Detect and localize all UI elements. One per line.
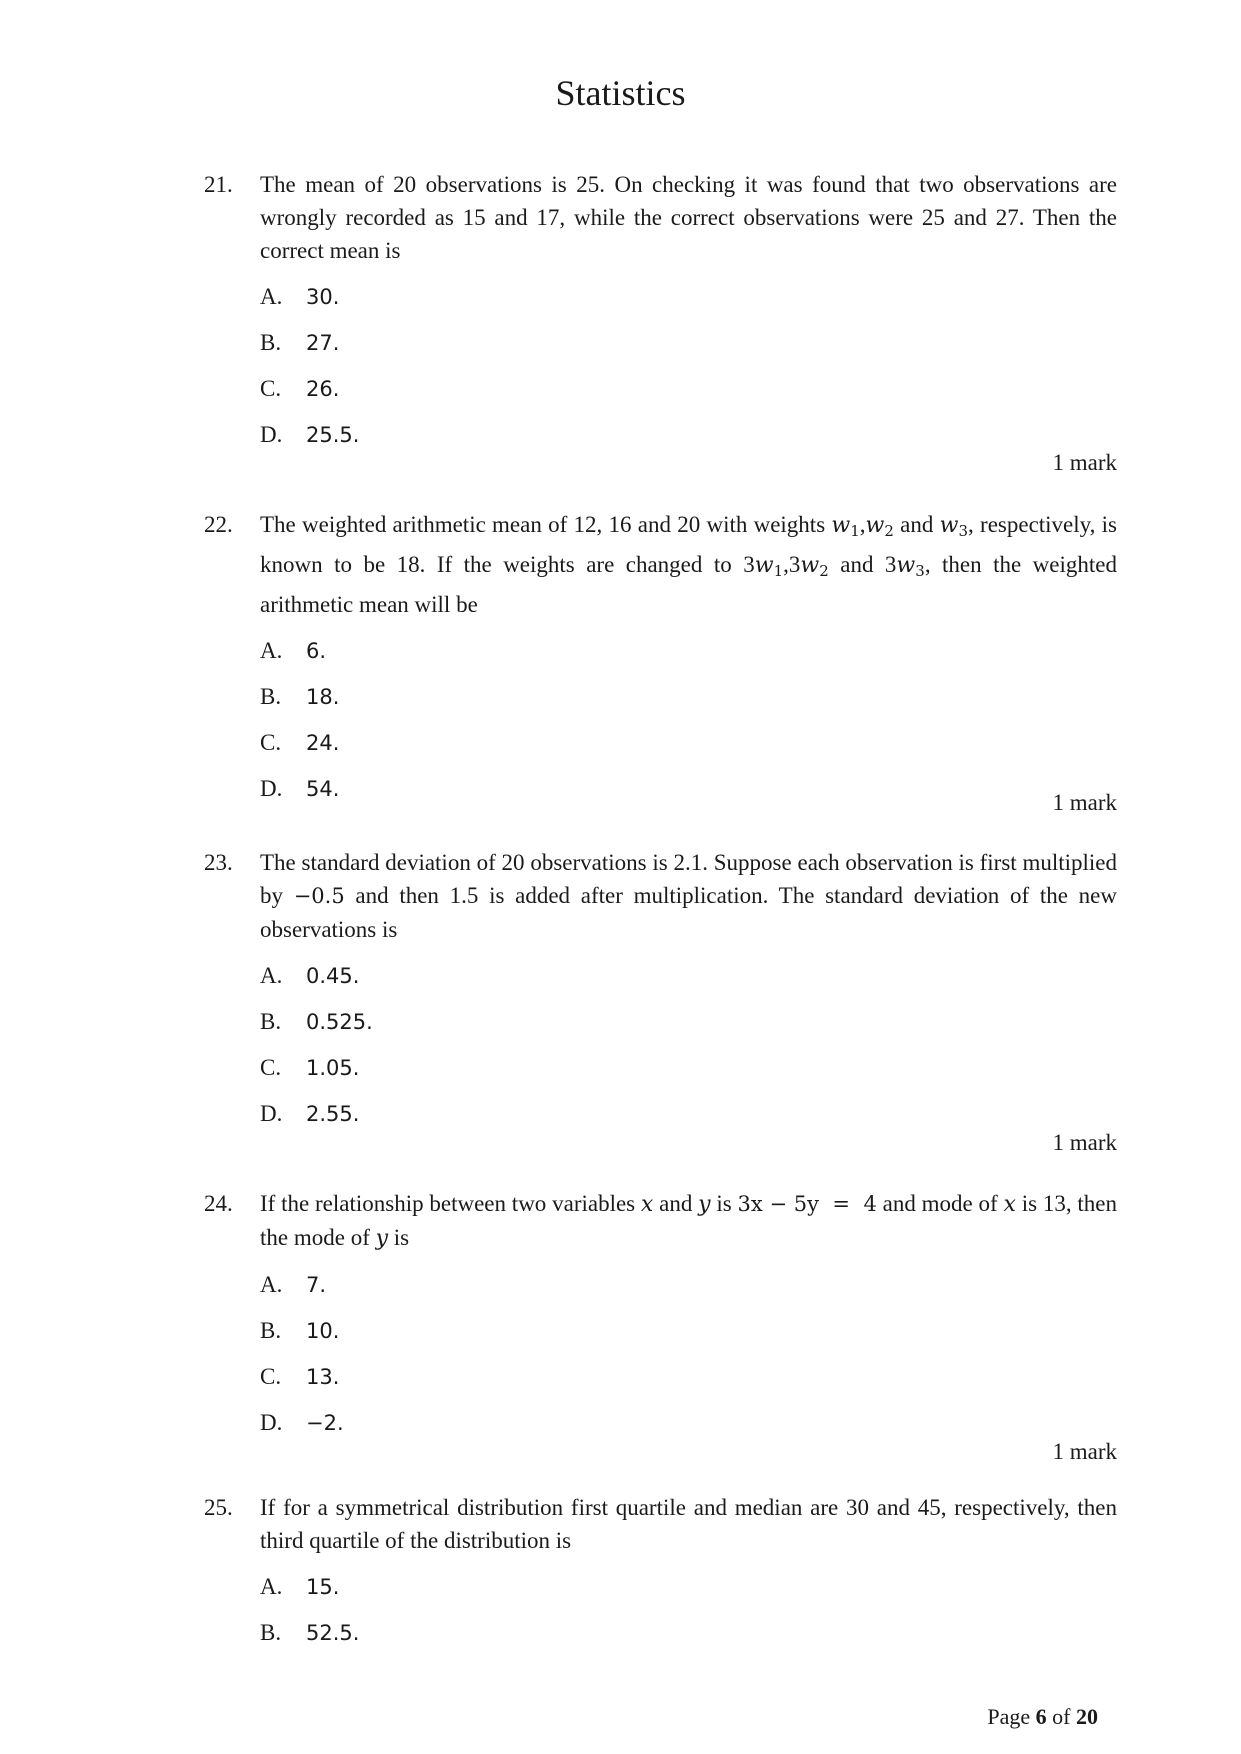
- option-letter: D.: [260, 776, 283, 801]
- option-letter: C.: [260, 1055, 282, 1080]
- option-a[interactable]: [260, 634, 1117, 680]
- option-list: [260, 634, 1117, 818]
- option-b[interactable]: [260, 1005, 1117, 1051]
- option-value: 26.: [306, 377, 340, 401]
- question-number: 23.: [204, 850, 233, 875]
- option-list: [260, 1268, 1117, 1452]
- option-d[interactable]: [260, 418, 1117, 464]
- option-list: [260, 280, 1117, 464]
- option-letter: D.: [260, 1101, 283, 1126]
- option-b[interactable]: [260, 1314, 1117, 1360]
- page-title: Statistics: [555, 73, 686, 113]
- question-21: [204, 168, 1117, 475]
- question-text: The standard deviation of 20 observations is 2.1. Suppose each observation is first multiplied by −0.5 and then 1.5 is added after multiplication. The standard deviation of the new observations is: [260, 850, 1117, 942]
- option-b[interactable]: [260, 680, 1117, 726]
- option-letter: D.: [260, 422, 283, 447]
- option-list: [260, 1570, 1117, 1662]
- math-expression: −0.5: [293, 884, 345, 908]
- marks-label: 1 mark: [1052, 1439, 1117, 1464]
- option-value: 2.55.: [306, 1102, 360, 1126]
- question-24: [204, 1187, 1117, 1464]
- option-a[interactable]: [260, 959, 1117, 1005]
- option-letter: A.: [260, 1272, 283, 1297]
- option-value: 6.: [306, 639, 327, 663]
- option-a[interactable]: [260, 1268, 1117, 1314]
- option-letter: A.: [260, 963, 283, 988]
- option-value: 54.: [306, 777, 340, 801]
- option-value: 24.: [306, 731, 340, 755]
- question-text: If the relationship between two variables x and y is 3x − 5y = 4 and mode of x is 13, then the mode of y is: [260, 1191, 1117, 1251]
- option-c[interactable]: [260, 1051, 1117, 1097]
- option-letter: A.: [260, 284, 283, 309]
- option-letter: C.: [260, 730, 282, 755]
- option-value: 0.45.: [306, 964, 360, 988]
- option-value: 25.5.: [306, 423, 360, 447]
- footer-prefix: Page: [987, 1704, 1031, 1729]
- option-letter: B.: [260, 1009, 282, 1034]
- question-text: The mean of 20 observations is 25. On checking it was found that two observations are wrongly recorded as 15 and 17, while the correct observations were 25 and 27. Then the correct mean is: [260, 172, 1117, 263]
- question-text: If for a symmetrical distribution first quartile and median are 30 and 45, respectively, then third quartile of the distribution is: [260, 1495, 1117, 1553]
- question-25: [204, 1491, 1117, 1662]
- marks-label: 1 mark: [1052, 790, 1117, 815]
- option-a[interactable]: [260, 1570, 1117, 1616]
- option-d[interactable]: [260, 1406, 1117, 1452]
- question-22: [204, 508, 1117, 818]
- question-number: 21.: [204, 172, 233, 197]
- option-c[interactable]: [260, 726, 1117, 772]
- option-list: [260, 959, 1117, 1143]
- option-d[interactable]: [260, 1097, 1117, 1143]
- option-value: 1.05.: [306, 1056, 360, 1080]
- page-footer: [987, 1704, 1098, 1730]
- question-23: [204, 846, 1117, 1155]
- option-value: 13.: [306, 1365, 340, 1389]
- question-number: 24.: [204, 1191, 233, 1216]
- math-expression: 3x − 5y = 4: [737, 1192, 877, 1216]
- option-c[interactable]: [260, 1360, 1117, 1406]
- option-letter: B.: [260, 330, 282, 355]
- option-letter: B.: [260, 1318, 282, 1343]
- option-letter: B.: [260, 1620, 282, 1645]
- question-number: 25.: [204, 1495, 233, 1520]
- option-value: 27.: [306, 331, 340, 355]
- question-number: 22.: [204, 512, 233, 537]
- option-letter: D.: [260, 1410, 283, 1435]
- option-c[interactable]: [260, 372, 1117, 418]
- marks-label: 1 mark: [1052, 450, 1117, 475]
- option-b[interactable]: [260, 326, 1117, 372]
- option-value: 15.: [306, 1575, 340, 1599]
- option-letter: C.: [260, 376, 282, 401]
- option-d[interactable]: [260, 772, 1117, 818]
- option-value: −2.: [306, 1411, 344, 1435]
- option-value: 52.5.: [306, 1621, 360, 1645]
- option-letter: B.: [260, 684, 282, 709]
- option-value: 10.: [306, 1319, 340, 1343]
- total-page-count: 20: [1076, 1704, 1098, 1729]
- footer-of: of: [1052, 1704, 1071, 1729]
- option-b[interactable]: [260, 1616, 1117, 1662]
- current-page-number: 6: [1035, 1704, 1047, 1729]
- option-value: 0.525.: [306, 1010, 373, 1034]
- option-a[interactable]: [260, 280, 1117, 326]
- marks-label: 1 mark: [1052, 1130, 1117, 1155]
- option-letter: C.: [260, 1364, 282, 1389]
- option-letter: A.: [260, 638, 283, 663]
- option-value: 30.: [306, 285, 340, 309]
- question-text: The weighted arithmetic mean of 12, 16 and 20 with weights $w_1,w_2$ and $w_3$, respectively, is known to be 18. If the weights are changed to $3w_1,3w_2$ and $3w_3$, then the weighted arithmetic mean will be: [260, 512, 1118, 617]
- option-letter: A.: [260, 1574, 283, 1599]
- option-value: 18.: [306, 685, 340, 709]
- option-value: 7.: [306, 1273, 327, 1297]
